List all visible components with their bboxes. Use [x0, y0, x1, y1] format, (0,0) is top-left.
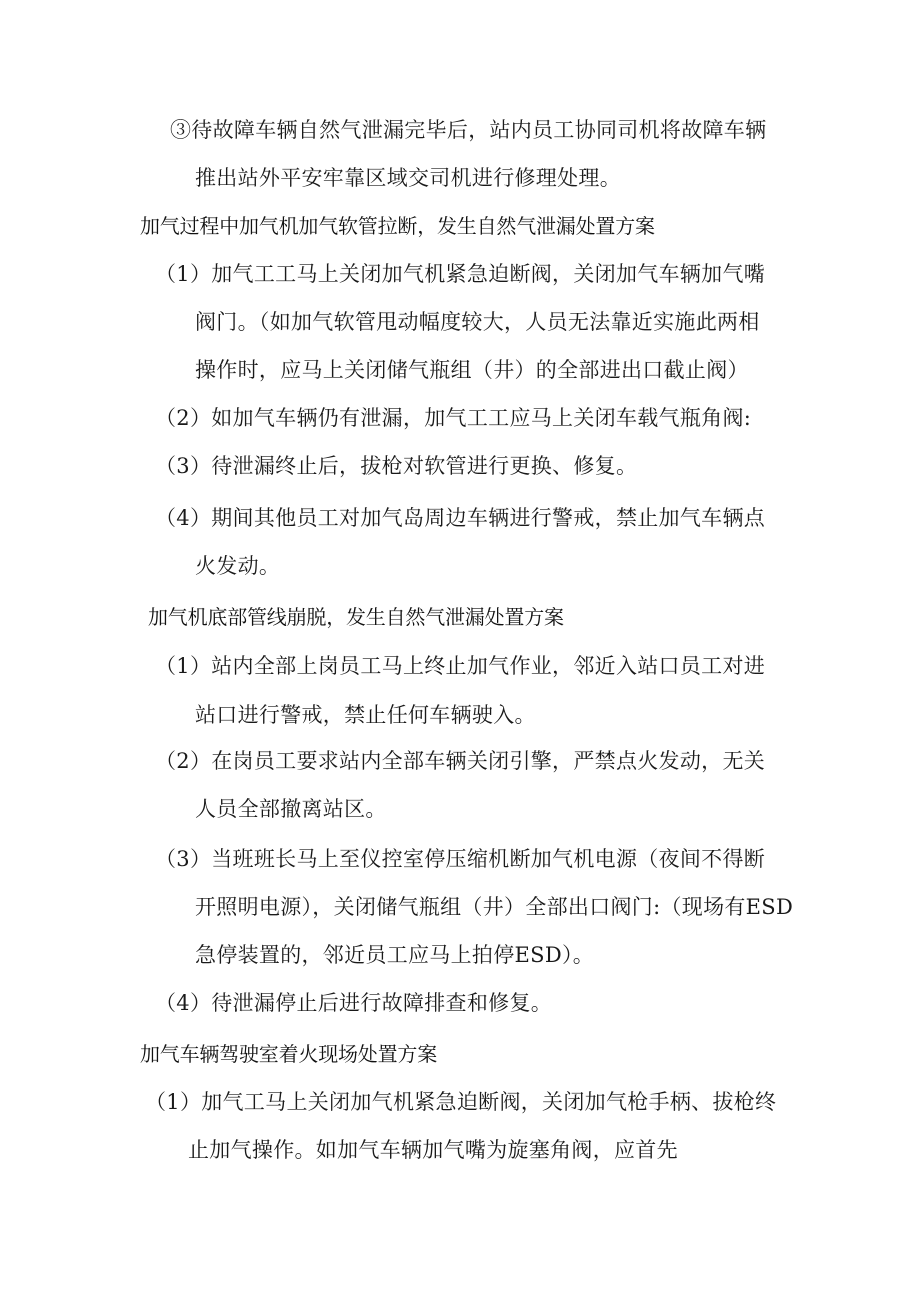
paragraph-line: 火发动。: [195, 554, 281, 578]
paragraph-line: 开照明电源），关闭储气瓶组（井）全部出口阀门:（现场有ESD: [195, 895, 794, 919]
paragraph-line: （1）加气工工马上关闭加气机紧急迫断阀，关闭加气车辆加气嘴: [155, 262, 766, 286]
section-heading: 加气车辆驾驶室着火现场处置方案: [140, 1042, 437, 1066]
paragraph-line: （1）站内全部上岗员工马上终止加气作业，邻近入站口员工对进: [155, 654, 766, 678]
paragraph-line: （1）加气工马上关闭加气机紧急迫断阀，关闭加气枪手柄、拔枪终: [145, 1090, 777, 1114]
paragraph-line: 操作时，应马上关闭储气瓶组（井）的全部进出口截止阀）: [195, 358, 749, 382]
paragraph-line: 推出站外平安牢靠区域交司机进行修理处理。: [195, 166, 621, 190]
paragraph-line: （4）期间其他员工对加气岛周边车辆进行警戒，禁止加气车辆点: [155, 506, 766, 530]
paragraph-line: 止加气操作。如加气车辆加气嘴为旋塞角阀，应首先: [188, 1138, 678, 1162]
paragraph-line: （2）在岗员工要求站内全部车辆关闭引擎，严禁点火发动，无关: [155, 749, 766, 773]
section-heading: 加气机底部管线崩脱，发生自然气泄漏处置方案: [148, 605, 564, 629]
section-heading: 加气过程中加气机加气软管拉断，发生自然气泄漏处置方案: [140, 214, 655, 238]
paragraph-line: 站口进行警戒，禁止任何车辆驶入。: [195, 703, 536, 727]
paragraph-line: ③待故障车辆自然气泄漏完毕后，站内员工协同司机将故障车辆: [170, 118, 767, 142]
paragraph-line: （3）待泄漏终止后，拔枪对软管进行更换、修复。: [155, 454, 638, 478]
paragraph-line: （2）如加气车辆仍有泄漏，加气工工应马上关闭车载气瓶角阀:: [155, 406, 752, 430]
paragraph-line: （4）待泄漏停止后进行故障排查和修复。: [155, 991, 553, 1015]
paragraph-line: 阀门。（如加气软管甩动幅度较大，人员无法靠近实施此两相: [195, 310, 760, 334]
paragraph-line: 人员全部撤离站区。: [195, 797, 387, 821]
paragraph-line: （3）当班班长马上至仪控室停压缩机断加气机电源（夜间不得断: [155, 847, 766, 871]
paragraph-line: 急停装置的，邻近员工应马上拍停ESD）。: [195, 943, 595, 967]
